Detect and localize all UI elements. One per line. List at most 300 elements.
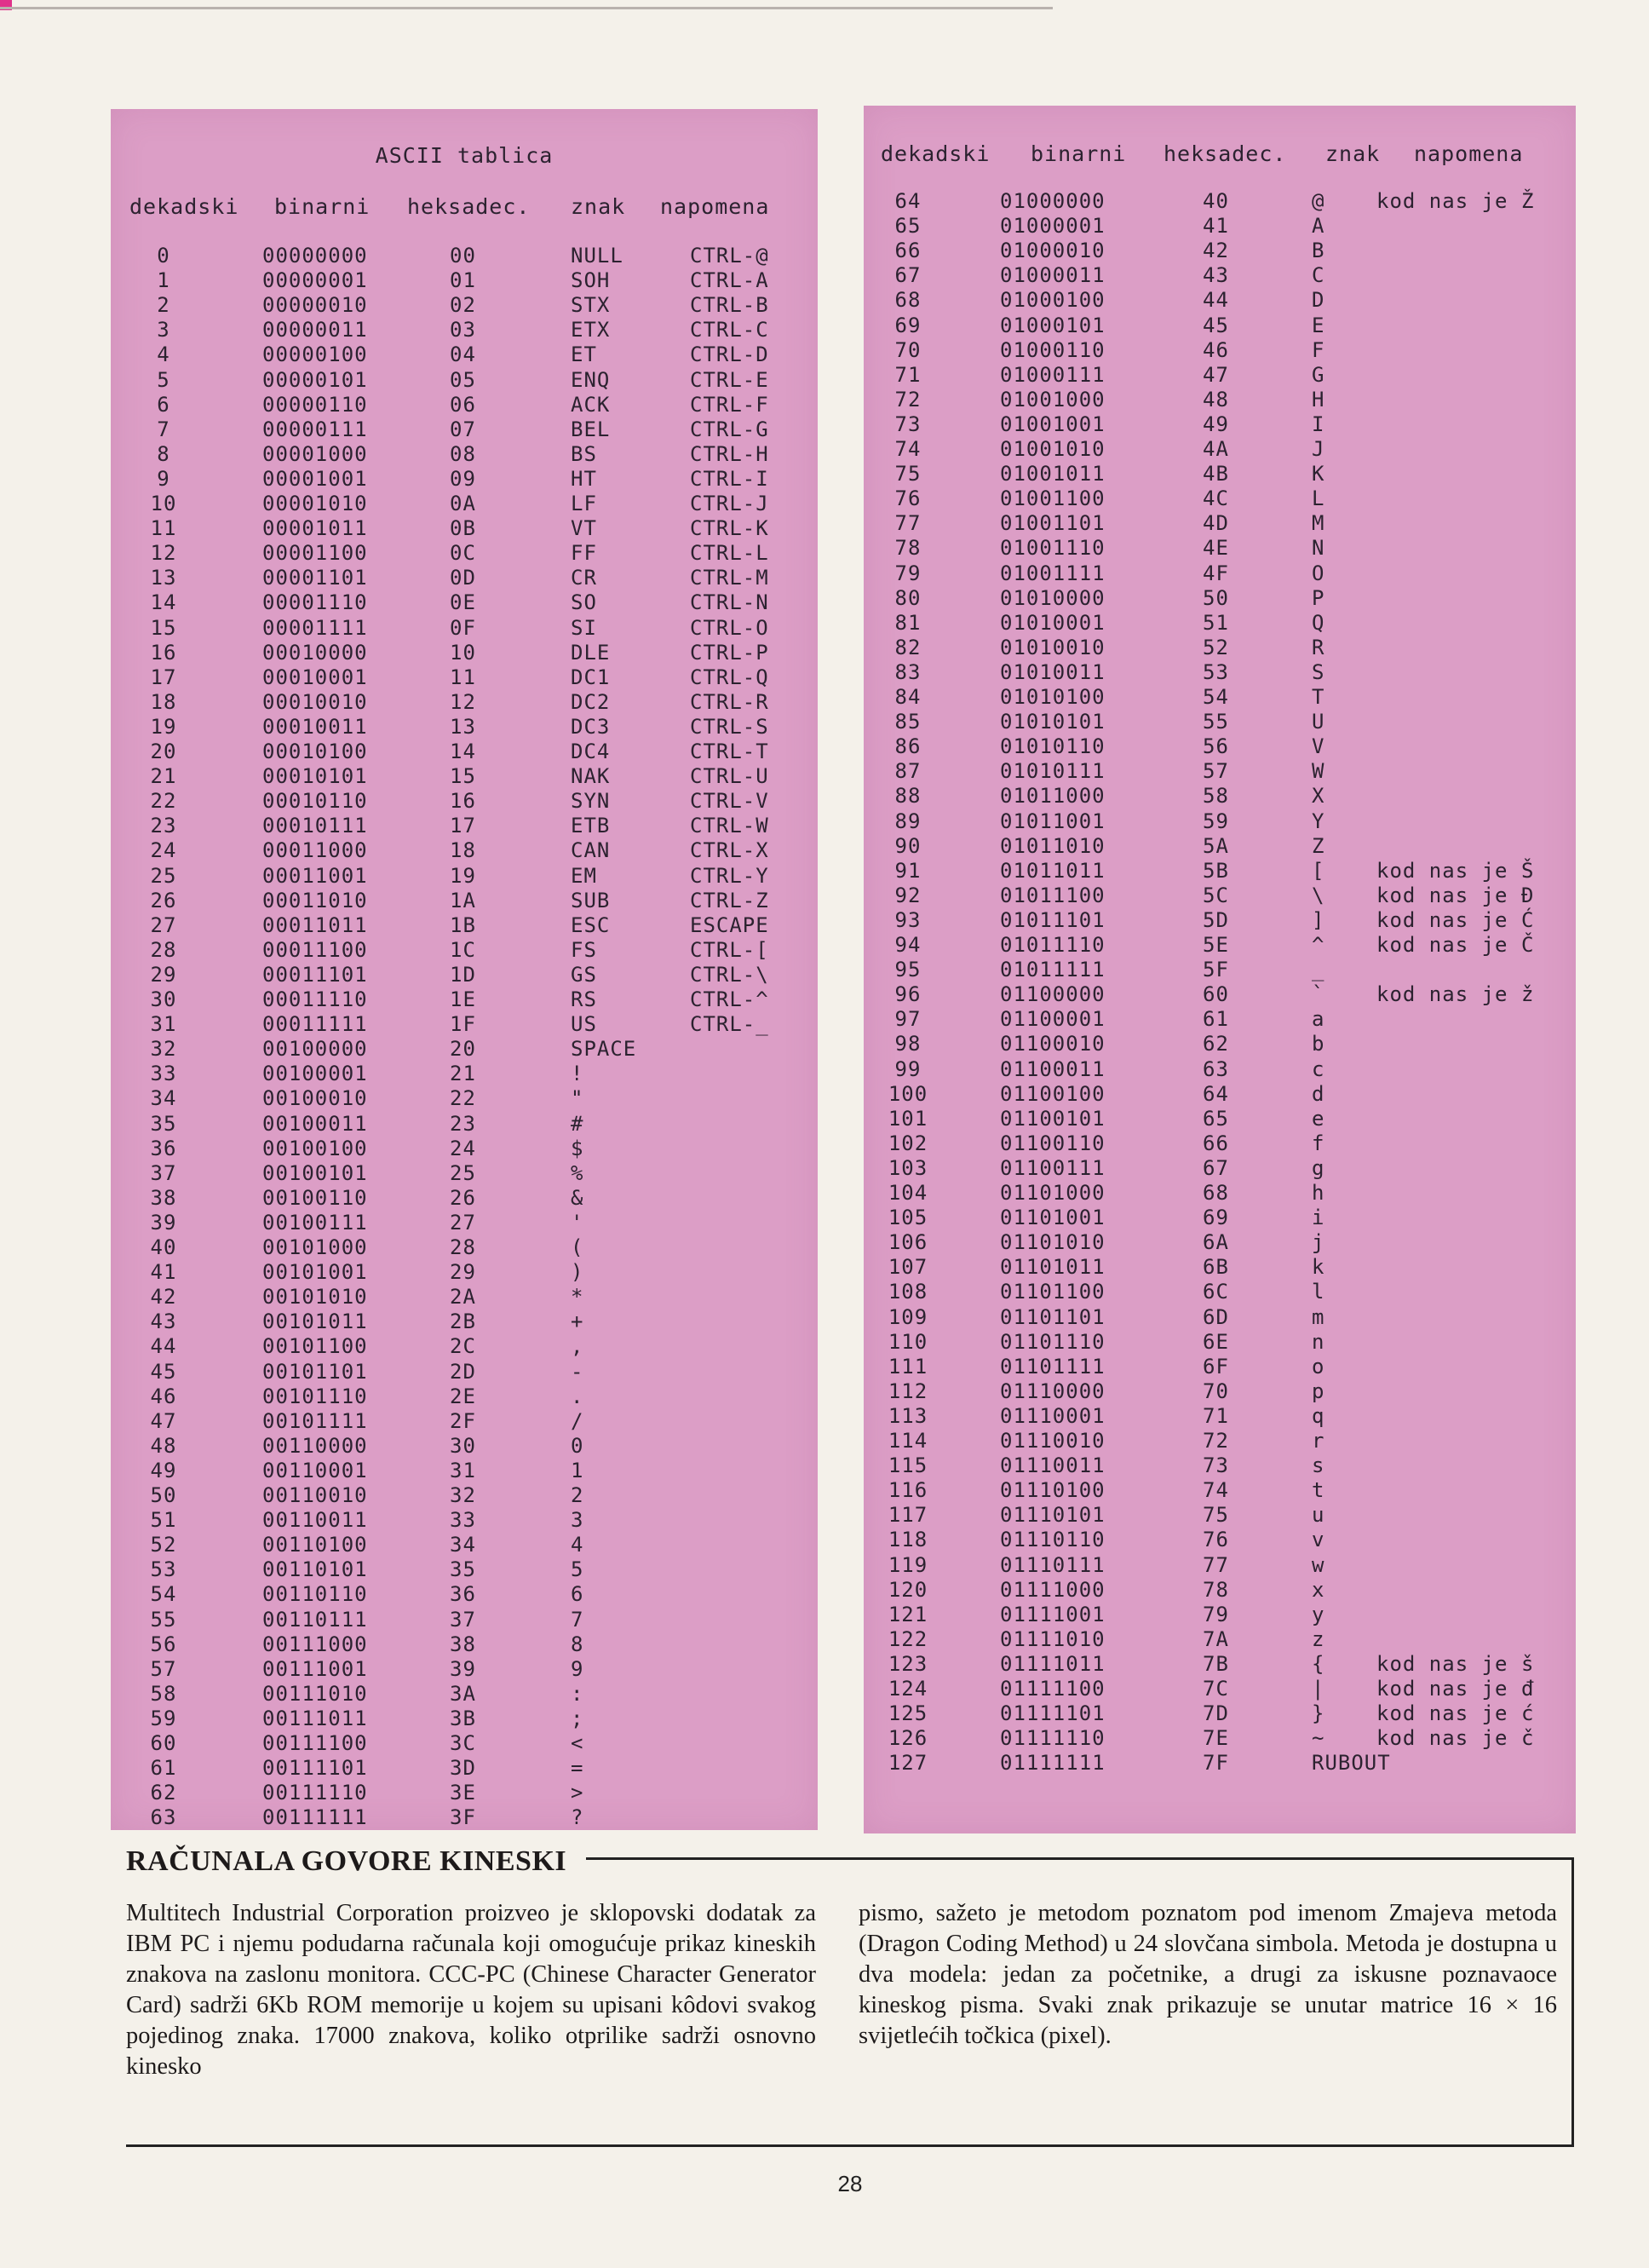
cell-hex: 1B	[450, 912, 476, 937]
cell-char: $	[571, 1136, 584, 1160]
table-row	[111, 244, 818, 268]
cell-binary: 00001000	[262, 441, 368, 466]
cell-binary: 00100111	[262, 1210, 368, 1235]
cell-note: CTRL-@	[690, 244, 769, 268]
cell-decimal: 81	[894, 610, 922, 635]
cell-hex: 4F	[1203, 561, 1229, 585]
table-row	[111, 1285, 818, 1310]
cell-hex: 32	[450, 1483, 476, 1507]
cell-char: BEL	[571, 417, 611, 441]
cell-note: CTRL-H	[690, 441, 769, 466]
cell-hex: 0B	[450, 516, 476, 541]
cell-decimal: 61	[150, 1756, 177, 1781]
cell-hex: 5B	[1203, 858, 1229, 883]
cell-hex: 27	[450, 1210, 476, 1235]
table-row	[111, 318, 818, 343]
cell-decimal: 45	[150, 1359, 177, 1384]
cell-binary: 01110011	[1000, 1453, 1106, 1478]
table-row	[864, 214, 1576, 239]
cell-note: CTRL-[	[690, 937, 769, 962]
cell-hex: 5D	[1203, 907, 1229, 932]
table-row	[111, 838, 818, 863]
cell-hex: 74	[1203, 1478, 1229, 1503]
cell-binary: 01111111	[1000, 1751, 1106, 1776]
cell-char: 8	[571, 1632, 584, 1656]
cell-char: D	[1312, 288, 1325, 313]
table-row	[111, 938, 818, 963]
cell-decimal: 102	[888, 1131, 928, 1155]
cell-decimal: 105	[888, 1206, 928, 1230]
table-row	[864, 561, 1576, 586]
cell-hex: 78	[1203, 1577, 1229, 1602]
table-row	[864, 982, 1576, 1007]
cell-char: w	[1312, 1552, 1325, 1577]
cell-hex: 7D	[1203, 1701, 1229, 1726]
cell-note: ESCAPE	[690, 912, 769, 937]
cell-char: (	[571, 1235, 584, 1259]
cell-binary: 01111101	[1000, 1701, 1106, 1726]
cell-hex: 6D	[1203, 1304, 1229, 1329]
cell-char: VT	[571, 516, 597, 541]
cell-decimal: 88	[894, 784, 922, 809]
cell-hex: 77	[1203, 1552, 1229, 1577]
cell-decimal: 2	[157, 293, 170, 318]
cell-decimal: 84	[894, 685, 922, 709]
cell-note: CTRL-Z	[690, 888, 769, 912]
cell-hex: 14	[450, 740, 476, 763]
cell-char: ET	[571, 343, 597, 367]
cell-note: kod nas je ž	[1376, 982, 1535, 1007]
cell-hex: 05	[450, 367, 476, 392]
cell-char: P	[1312, 585, 1325, 610]
table-row	[864, 338, 1576, 363]
cell-char: LF	[571, 492, 597, 515]
cell-char: R	[1312, 635, 1325, 659]
cell-char: ;	[571, 1706, 584, 1730]
table-row	[864, 1578, 1576, 1603]
cell-decimal: 98	[894, 1032, 922, 1056]
cell-hex: 24	[450, 1136, 476, 1160]
table-row	[111, 1360, 818, 1384]
cell-hex: 6C	[1203, 1280, 1229, 1304]
cell-decimal: 75	[894, 462, 922, 486]
cell-binary: 01100011	[1000, 1056, 1106, 1081]
cell-char: DC2	[571, 689, 611, 714]
cell-binary: 00100110	[262, 1185, 368, 1210]
table-row	[111, 1557, 818, 1582]
cell-decimal: 5	[157, 367, 170, 392]
cell-char: }	[1312, 1701, 1325, 1726]
cell-binary: 00000001	[262, 268, 368, 293]
cell-hex: 5A	[1203, 833, 1229, 858]
table-row	[111, 1235, 818, 1260]
cell-char: @	[1312, 189, 1325, 213]
table-row	[111, 1632, 818, 1657]
cell-hex: 7A	[1203, 1626, 1229, 1651]
cell-hex: 40	[1203, 189, 1229, 213]
cell-hex: 49	[1203, 412, 1229, 436]
cell-binary: 01010000	[1000, 585, 1106, 610]
cell-decimal: 86	[894, 734, 922, 759]
table-row	[111, 1186, 818, 1211]
cell-hex: 62	[1203, 1032, 1229, 1056]
table-row	[111, 1434, 818, 1459]
cell-binary: 00111110	[262, 1781, 368, 1805]
table-row	[111, 715, 818, 740]
table-row	[111, 1608, 818, 1632]
table-row	[111, 963, 818, 987]
cell-note: CTRL-^	[690, 987, 769, 1011]
cell-hex: 5F	[1203, 958, 1229, 982]
cell-hex: 0A	[450, 492, 476, 515]
cell-decimal: 116	[888, 1478, 928, 1503]
table-row	[864, 660, 1576, 685]
cell-binary: 01001111	[1000, 561, 1106, 585]
cell-binary: 00010001	[262, 665, 368, 689]
cell-binary: 01011000	[1000, 784, 1106, 809]
cell-note: CTRL-J	[690, 492, 769, 515]
cell-note: CTRL-G	[690, 417, 769, 441]
cell-decimal: 124	[888, 1677, 928, 1701]
cell-decimal: 18	[150, 689, 177, 714]
table-row	[111, 442, 818, 467]
cell-char: 4	[571, 1533, 584, 1557]
cell-decimal: 121	[888, 1602, 928, 1626]
cell-char: G	[1312, 362, 1325, 387]
cell-decimal: 19	[150, 714, 177, 739]
cell-char: l	[1312, 1280, 1325, 1304]
cell-hex: 57	[1203, 759, 1229, 784]
table-row	[111, 1459, 818, 1483]
cell-char: 7	[571, 1607, 584, 1632]
table-title: ASCII tablica	[375, 143, 554, 168]
cell-note: kod nas je č	[1376, 1726, 1535, 1751]
cell-char: :	[571, 1681, 584, 1706]
cell-decimal: 17	[150, 665, 177, 689]
cell-char: m	[1312, 1304, 1325, 1329]
cell-char: FF	[571, 541, 597, 566]
cell-binary: 01101100	[1000, 1280, 1106, 1304]
cell-hex: 36	[450, 1582, 476, 1607]
cell-hex: 02	[450, 293, 476, 318]
cell-char: 5	[571, 1557, 584, 1582]
table-row	[111, 864, 818, 889]
table-row	[111, 987, 818, 1012]
cell-hex: 65	[1203, 1106, 1229, 1131]
cell-binary: 00110100	[262, 1533, 368, 1557]
cell-hex: 70	[1203, 1379, 1229, 1403]
cell-decimal: 28	[150, 937, 177, 962]
cell-hex: 2C	[450, 1334, 476, 1359]
cell-decimal: 72	[894, 387, 922, 412]
cell-binary: 01000001	[1000, 214, 1106, 239]
cell-binary: 00111010	[262, 1681, 368, 1706]
cell-binary: 00100100	[262, 1136, 368, 1160]
cell-note: kod nas je š	[1376, 1651, 1535, 1676]
table-row	[864, 586, 1576, 611]
cell-char: BS	[571, 441, 597, 466]
cell-hex: 1F	[450, 1012, 476, 1037]
cell-decimal: 104	[888, 1181, 928, 1205]
cell-char: K	[1312, 462, 1325, 486]
cell-binary: 00101010	[262, 1285, 368, 1310]
cell-binary: 01110110	[1000, 1528, 1106, 1552]
cell-decimal: 35	[150, 1111, 177, 1136]
cell-decimal: 78	[894, 536, 922, 561]
cell-char: -	[571, 1359, 584, 1384]
cell-decimal: 76	[894, 486, 922, 511]
cell-binary: 00110111	[262, 1607, 368, 1632]
cell-binary: 01110100	[1000, 1478, 1106, 1503]
header-znak: znak	[1325, 141, 1381, 166]
table-row	[864, 759, 1576, 784]
cell-char: `	[1312, 982, 1325, 1007]
cell-char: ?	[571, 1805, 584, 1830]
table-row	[864, 263, 1576, 288]
table-row	[864, 1181, 1576, 1206]
cell-char: DC3	[571, 714, 611, 739]
cell-hex: 46	[1203, 337, 1229, 362]
cell-decimal: 34	[150, 1086, 177, 1111]
cell-char: ,	[571, 1334, 584, 1359]
table-row	[864, 1726, 1576, 1751]
cell-decimal: 47	[150, 1408, 177, 1433]
cell-char: '	[571, 1210, 584, 1235]
header-znak: znak	[571, 194, 626, 219]
cell-char: ETB	[571, 814, 611, 838]
table-row	[864, 511, 1576, 536]
cell-binary: 01010100	[1000, 685, 1106, 709]
cell-char: <	[571, 1731, 584, 1755]
cell-decimal: 40	[150, 1235, 177, 1259]
cell-hex: 00	[450, 244, 476, 268]
cell-char: O	[1312, 561, 1325, 585]
cell-decimal: 73	[894, 412, 922, 436]
cell-binary: 00101101	[262, 1359, 368, 1384]
cell-char: ESC	[571, 912, 611, 937]
cell-decimal: 33	[150, 1062, 177, 1086]
cell-decimal: 13	[150, 566, 177, 590]
table-row	[864, 536, 1576, 561]
cell-char: ACK	[571, 392, 611, 417]
cell-hex: 48	[1203, 387, 1229, 412]
table-row	[111, 1012, 818, 1037]
cell-binary: 01100111	[1000, 1155, 1106, 1180]
cell-hex: 38	[450, 1632, 476, 1656]
cell-binary: 00110101	[262, 1557, 368, 1582]
cell-hex: 3A	[450, 1681, 476, 1706]
cell-decimal: 38	[150, 1185, 177, 1210]
cell-decimal: 46	[150, 1384, 177, 1408]
cell-char: c	[1312, 1056, 1325, 1081]
cell-char: "	[571, 1086, 584, 1111]
cell-binary: 00011111	[262, 1012, 368, 1037]
ascii-table-left-panel	[111, 109, 818, 1830]
cell-decimal: 118	[888, 1528, 928, 1552]
table-row	[111, 492, 818, 516]
table-row	[111, 740, 818, 764]
cell-decimal: 93	[894, 907, 922, 932]
cell-decimal: 110	[888, 1329, 928, 1354]
cell-note: kod nas je đ	[1376, 1677, 1535, 1701]
cell-binary: 00111111	[262, 1805, 368, 1830]
cell-binary: 01101010	[1000, 1230, 1106, 1255]
cell-decimal: 32	[150, 1037, 177, 1062]
cell-decimal: 48	[150, 1433, 177, 1458]
cell-hex: 58	[1203, 784, 1229, 809]
cell-hex: 33	[450, 1508, 476, 1533]
table-row	[864, 314, 1576, 338]
table-row	[864, 784, 1576, 809]
cell-binary: 00011110	[262, 987, 368, 1011]
cell-char: V	[1312, 734, 1325, 759]
cell-binary: 00010011	[262, 714, 368, 739]
cell-binary: 00010110	[262, 789, 368, 814]
cell-char: W	[1312, 759, 1325, 784]
cell-note: kod nas je ć	[1376, 1701, 1535, 1726]
cell-binary: 00001111	[262, 615, 368, 640]
cell-binary: 01011101	[1000, 907, 1106, 932]
table-row	[864, 1478, 1576, 1503]
cell-decimal: 26	[150, 888, 177, 912]
cell-decimal: 44	[150, 1334, 177, 1359]
table-row	[111, 516, 818, 541]
cell-hex: 7F	[1203, 1751, 1229, 1776]
table-row	[111, 1112, 818, 1137]
cell-note: CTRL-B	[690, 293, 769, 318]
cell-hex: 63	[1203, 1056, 1229, 1081]
cell-char: z	[1312, 1626, 1325, 1651]
cell-char: +	[571, 1310, 584, 1334]
table-row	[111, 1781, 818, 1805]
cell-hex: 1C	[450, 937, 476, 962]
table-row	[864, 908, 1576, 933]
cell-char: /	[571, 1408, 584, 1433]
cell-note: CTRL-E	[690, 367, 769, 392]
cell-note: CTRL-A	[690, 268, 769, 293]
table-row	[864, 1627, 1576, 1652]
cell-decimal: 80	[894, 585, 922, 610]
cell-binary: 00000111	[262, 417, 368, 441]
cell-note: CTRL-\	[690, 962, 769, 987]
cell-note: CTRL-O	[690, 615, 769, 640]
table-row	[864, 1404, 1576, 1429]
cell-hex: 72	[1203, 1429, 1229, 1453]
cell-hex: 7C	[1203, 1677, 1229, 1701]
cell-hex: 31	[450, 1458, 476, 1482]
cell-binary: 00001110	[262, 590, 368, 615]
cell-char: Z	[1312, 833, 1325, 858]
cell-hex: 39	[450, 1656, 476, 1681]
cell-binary: 00010010	[262, 689, 368, 714]
cell-binary: 01010011	[1000, 659, 1106, 684]
cell-binary: 00000100	[262, 343, 368, 367]
cell-binary: 01111011	[1000, 1651, 1106, 1676]
cell-binary: 00101011	[262, 1310, 368, 1334]
table-row	[864, 859, 1576, 884]
cell-decimal: 41	[150, 1260, 177, 1285]
cell-char: DC4	[571, 740, 611, 763]
cell-char: e	[1312, 1106, 1325, 1131]
table-row	[111, 293, 818, 318]
cell-char: B	[1312, 239, 1325, 263]
cell-note: kod nas je Đ	[1376, 883, 1535, 907]
cell-hex: 6B	[1203, 1255, 1229, 1280]
table-row	[111, 1533, 818, 1557]
cell-binary: 01111110	[1000, 1726, 1106, 1751]
table-row	[864, 1553, 1576, 1578]
cell-char: SYN	[571, 789, 611, 814]
table-row	[111, 1137, 818, 1161]
cell-decimal: 68	[894, 288, 922, 313]
cell-binary: 01001011	[1000, 462, 1106, 486]
cell-hex: 71	[1203, 1403, 1229, 1428]
table-row	[111, 665, 818, 690]
cell-char: n	[1312, 1329, 1325, 1354]
table-row	[864, 1453, 1576, 1478]
cell-decimal: 4	[157, 343, 170, 367]
cell-decimal: 101	[888, 1106, 928, 1131]
cell-hex: 55	[1203, 710, 1229, 734]
cell-char: M	[1312, 511, 1325, 536]
cell-hex: 0C	[450, 541, 476, 566]
article-column-right: pismo, sažeto je metodom poznatom pod imenom Zmajeva metoda (Dragon Coding Method) u 24 slovčana simbola. Metoda je dostupna u dva modela: jedan za početnike, a drugi za iskusne poznavaoce kineskog pisma. Svaki znak prikazuje se unutar matrice 16 × 16 svijetlećih točkica (pixel).	[859, 1900, 1557, 2049]
table-row	[111, 1582, 818, 1607]
cell-hex: 45	[1203, 313, 1229, 337]
cell-binary: 01000010	[1000, 239, 1106, 263]
cell-binary: 00100101	[262, 1160, 368, 1185]
cell-binary: 01111000	[1000, 1577, 1106, 1602]
cell-binary: 00000101	[262, 367, 368, 392]
cell-char: I	[1312, 412, 1325, 436]
cell-binary: 01101011	[1000, 1255, 1106, 1280]
cell-note: kod nas je Š	[1376, 858, 1535, 883]
cell-decimal: 15	[150, 615, 177, 640]
table-row	[111, 814, 818, 838]
cell-char: NULL	[571, 244, 623, 268]
cell-binary: 01110000	[1000, 1379, 1106, 1403]
table-row	[111, 1334, 818, 1359]
cell-hex: 43	[1203, 263, 1229, 288]
cell-hex: 4E	[1203, 536, 1229, 561]
table-row	[864, 462, 1576, 486]
cell-decimal: 37	[150, 1160, 177, 1185]
cell-binary: 01001010	[1000, 437, 1106, 461]
cell-char: US	[571, 1012, 597, 1037]
cell-hex: 19	[450, 863, 476, 888]
cell-binary: 00110000	[262, 1433, 368, 1458]
table-row	[111, 690, 818, 715]
cell-binary: 01011110	[1000, 933, 1106, 957]
cell-char: q	[1312, 1403, 1325, 1428]
cell-char: [	[1312, 858, 1325, 883]
cell-decimal: 111	[888, 1354, 928, 1379]
cell-hex: 06	[450, 392, 476, 417]
table-row	[111, 764, 818, 789]
cell-char: E	[1312, 313, 1325, 337]
cell-binary: 01100110	[1000, 1131, 1106, 1155]
cell-decimal: 50	[150, 1483, 177, 1507]
cell-hex: 51	[1203, 610, 1229, 635]
table-row	[111, 566, 818, 590]
cell-decimal: 64	[894, 189, 922, 213]
cell-char: v	[1312, 1528, 1325, 1552]
cell-note: CTRL-Q	[690, 665, 769, 689]
cell-binary: 01111001	[1000, 1602, 1106, 1626]
cell-hex: 20	[450, 1037, 476, 1062]
cell-hex: 25	[450, 1160, 476, 1185]
cell-char: ^	[1312, 933, 1325, 957]
